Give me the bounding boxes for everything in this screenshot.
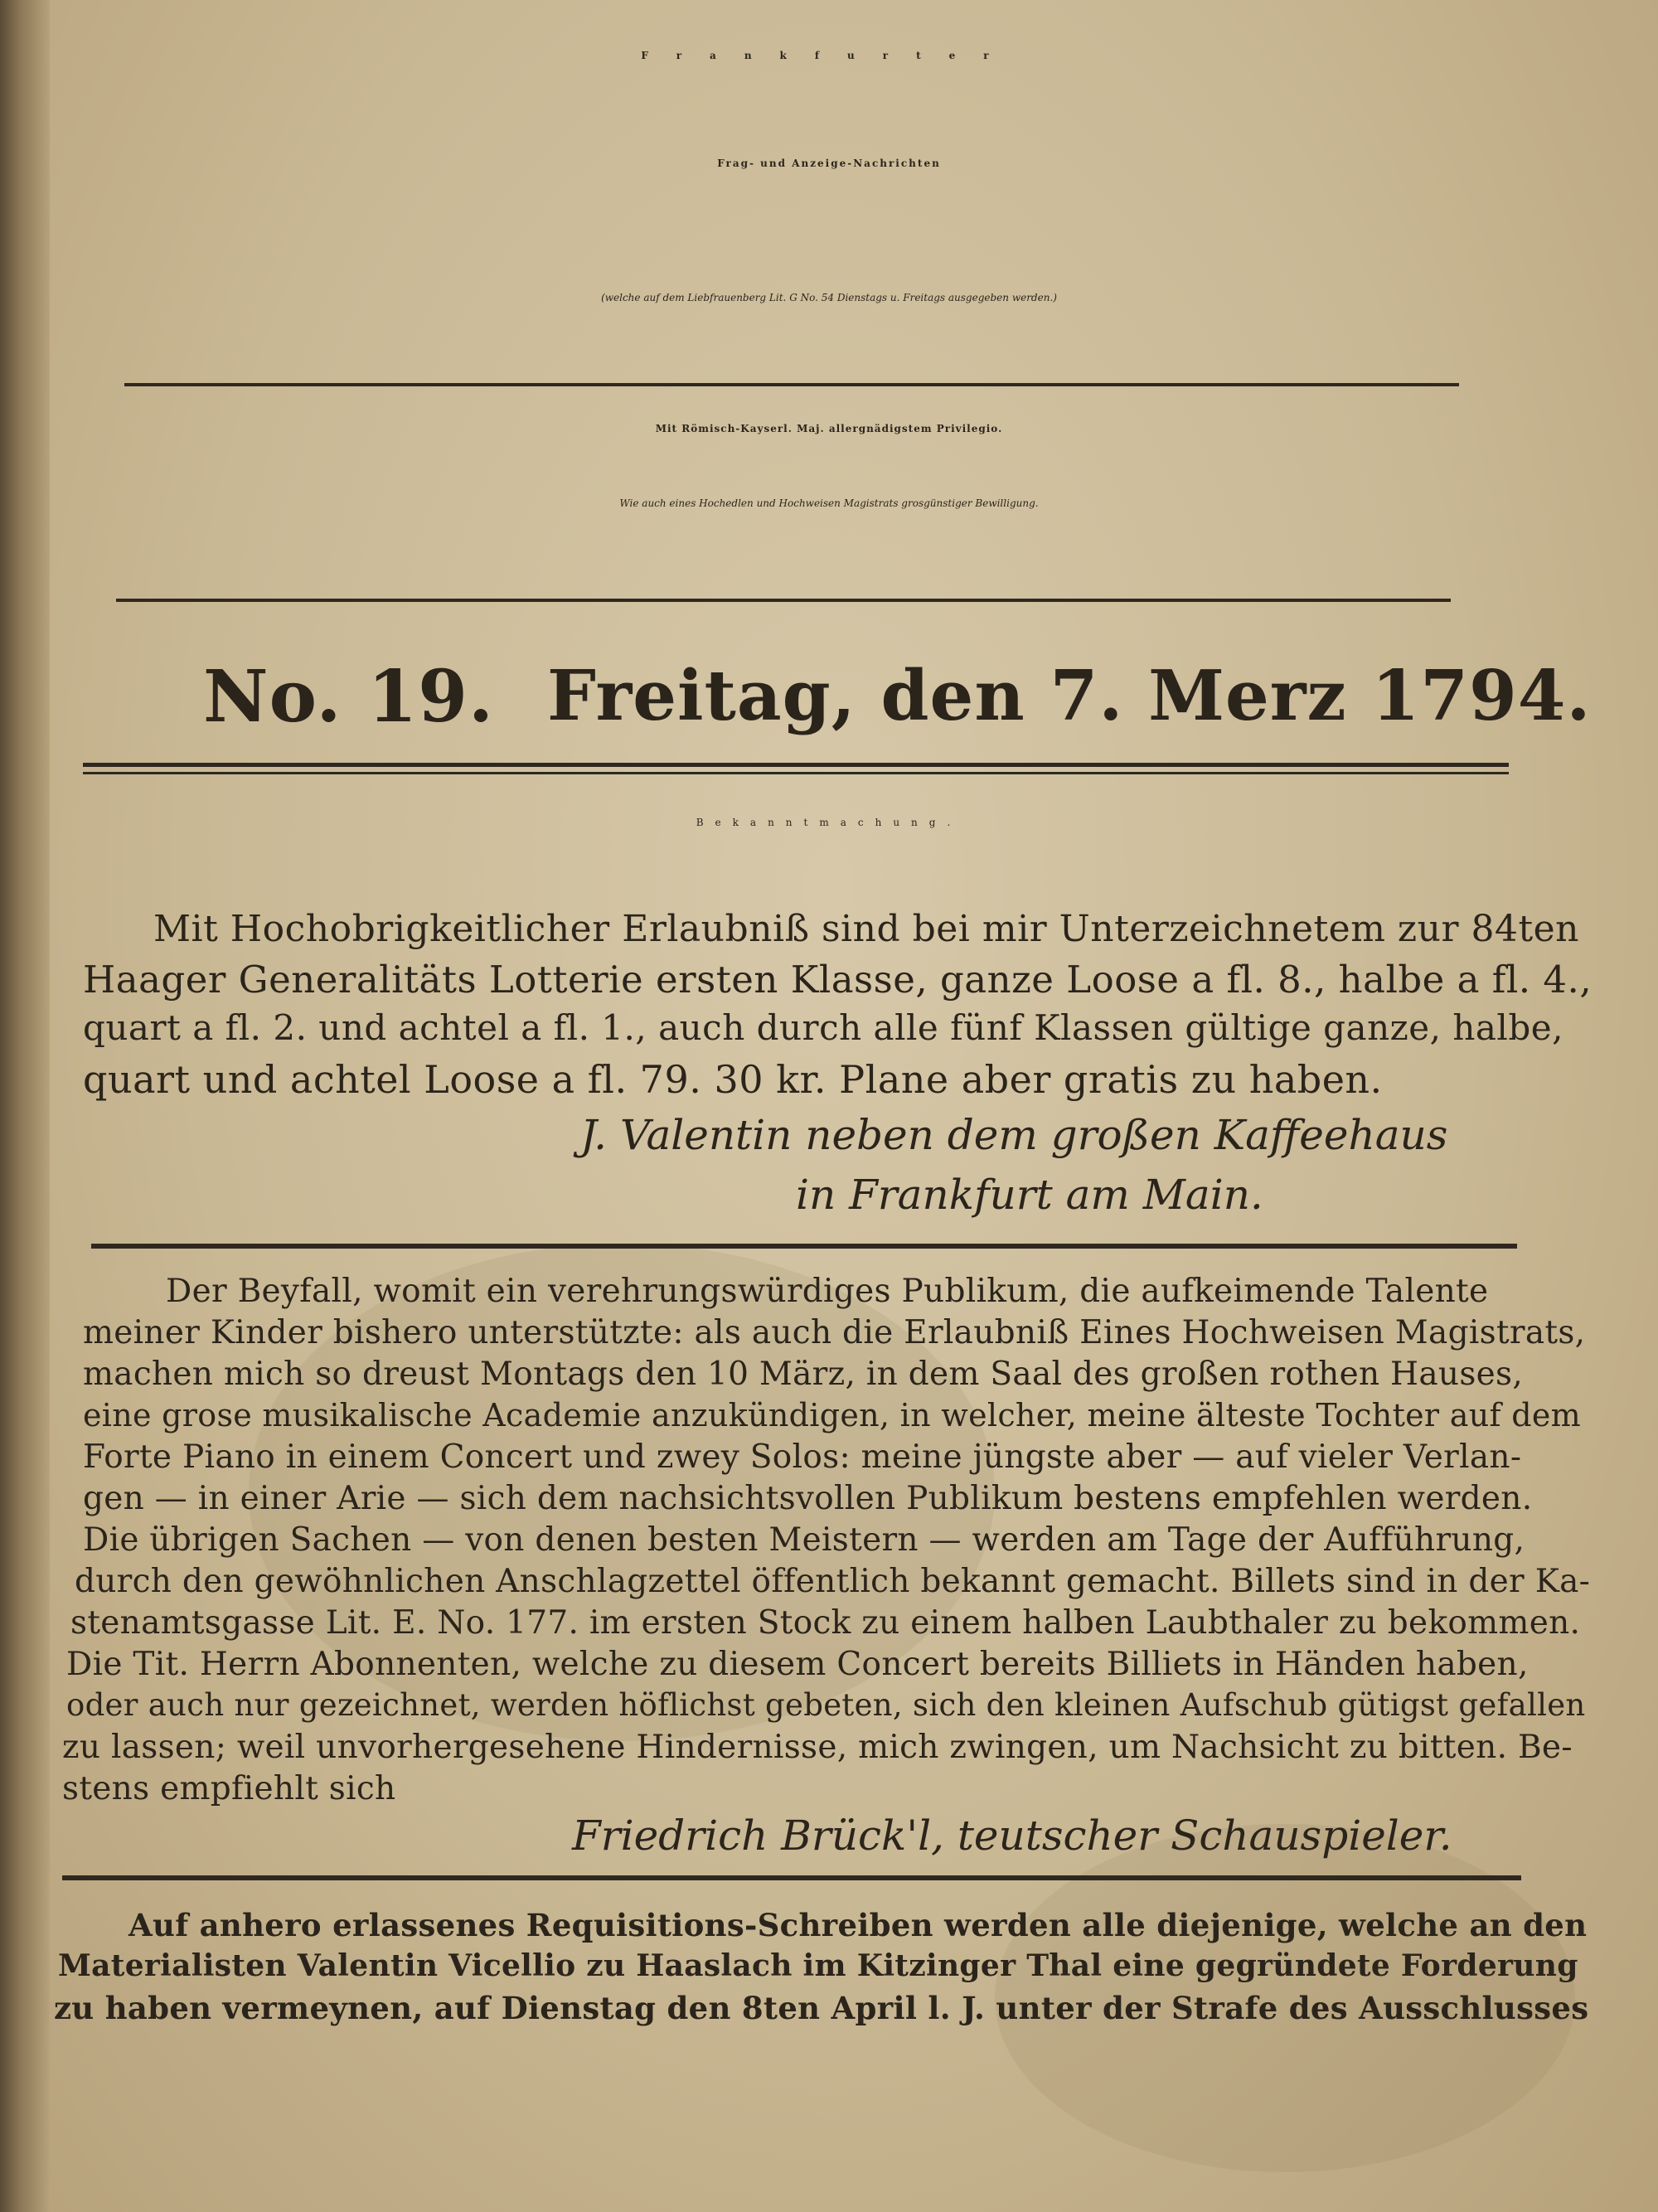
issue-number: No. 19. <box>203 655 494 739</box>
privilege-line-1: Mit Römisch-Kayserl. Maj. allergnädigstem Privilegio. <box>655 423 1003 434</box>
notice-signature-place: in Frankfurt am Main. <box>796 1171 1263 1219</box>
divider-rule <box>91 1244 1517 1249</box>
notice-line: quart a fl. 2. und achtel a fl. 1., auch durch alle fünf Klassen gültige ganze, halbe, <box>83 1007 1563 1048</box>
notice-line: Haager Generalitäts Lotterie ersten Klasse, ganze Loose a fl. 8., halbe a fl. 4., <box>83 958 1593 1002</box>
notice-line: durch den gewöhnlichen Anschlagzettel öffentlich bekannt gemacht. Billets sind in der Ka- <box>75 1563 1591 1600</box>
notice-line: Forte Piano in einem Concert und zwey Solos: meine jüngste aber — auf vieler Verlan- <box>83 1438 1522 1476</box>
notice-line: quart und achtel Loose a fl. 79. 30 kr. Plane aber gratis zu haben. <box>83 1057 1383 1102</box>
notice-line: zu haben vermeynen, auf Dienstag den 8ten April l. J. unter der Strafe des Ausschlusses <box>54 1990 1589 2026</box>
notice-line: gen — in einer Arie — sich dem nachsichtsvollen Publikum bestens empfehlen werden. <box>83 1480 1533 1517</box>
notice-line: oder auch nur gezeichnet, werden höflichst gebeten, sich den kleinen Aufschub gütigst gefallen <box>66 1687 1586 1723</box>
divider-rule <box>62 1875 1521 1880</box>
notice-line: eine grose musikalische Academie anzukündigen, in welcher, meine älteste Tochter auf dem <box>83 1397 1581 1433</box>
divider-rule <box>116 599 1451 602</box>
divider-rule <box>124 383 1459 386</box>
notice-line: stenamtsgasse Lit. E. No. 177. im ersten Stock zu einem halben Laubthaler zu bekommen. <box>70 1604 1581 1642</box>
notice-signature: Friedrich Brück'l, teutscher Schauspieler. <box>572 1812 1452 1860</box>
book-spine-shadow <box>0 0 50 2212</box>
issue-date: Freitag, den 7. Merz 1794. <box>547 655 1592 736</box>
notice-title: Bekanntmachung. <box>696 817 962 828</box>
notice-line: meiner Kinder bishero unterstützte: als auch die Erlaubniß Eines Hochweisen Magistrats, <box>83 1314 1586 1351</box>
notice-signature: J. Valentin neben dem großen Kaffeehaus <box>580 1111 1448 1159</box>
privilege-line-2: Wie auch eines Hochedlen und Hochweisen Magistrats grosgünstiger Bewilligung. <box>619 497 1039 509</box>
notice-line: zu lassen; weil unvorhergesehene Hindernisse, mich zwingen, um Nachsicht zu bitten. Be- <box>62 1729 1573 1766</box>
notice-line: stens empfiehlt sich <box>62 1770 396 1807</box>
notice-line: Mit Hochobrigkeitlicher Erlaubniß sind bei mir Unterzeichnetem zur 84ten <box>153 908 1580 950</box>
notice-line: Materialisten Valentin Vicellio zu Haaslach im Kitzinger Thal eine gegründete Forderung <box>58 1948 1578 1983</box>
masthead-top-line: Frankfurter <box>641 50 1017 61</box>
masthead-title: Frag- und Anzeige-Nachrichten <box>717 158 941 169</box>
notice-line: Der Beyfall, womit ein verehrungswürdiges Publikum, die aufkeimende Talente <box>166 1273 1489 1310</box>
notice-line: machen mich so dreust Montags den 10 März, in dem Saal des großen rothen Hauses, <box>83 1356 1524 1393</box>
notice-line: Die übrigen Sachen — von denen besten Meistern — werden am Tage der Aufführung, <box>83 1521 1525 1559</box>
masthead-subtitle: (welche auf dem Liebfrauenberg Lit. G No. 54 Dienstags u. Freitags ausgegeben werden.) <box>601 292 1057 303</box>
double-divider-rule <box>83 763 1509 774</box>
notice-line: Auf anhero erlassenes Requisitions-Schreiben werden alle diejenige, welche an den <box>128 1907 1588 1943</box>
notice-line: Die Tit. Herrn Abonnenten, welche zu diesem Concert bereits Billiets in Händen haben, <box>66 1646 1529 1683</box>
